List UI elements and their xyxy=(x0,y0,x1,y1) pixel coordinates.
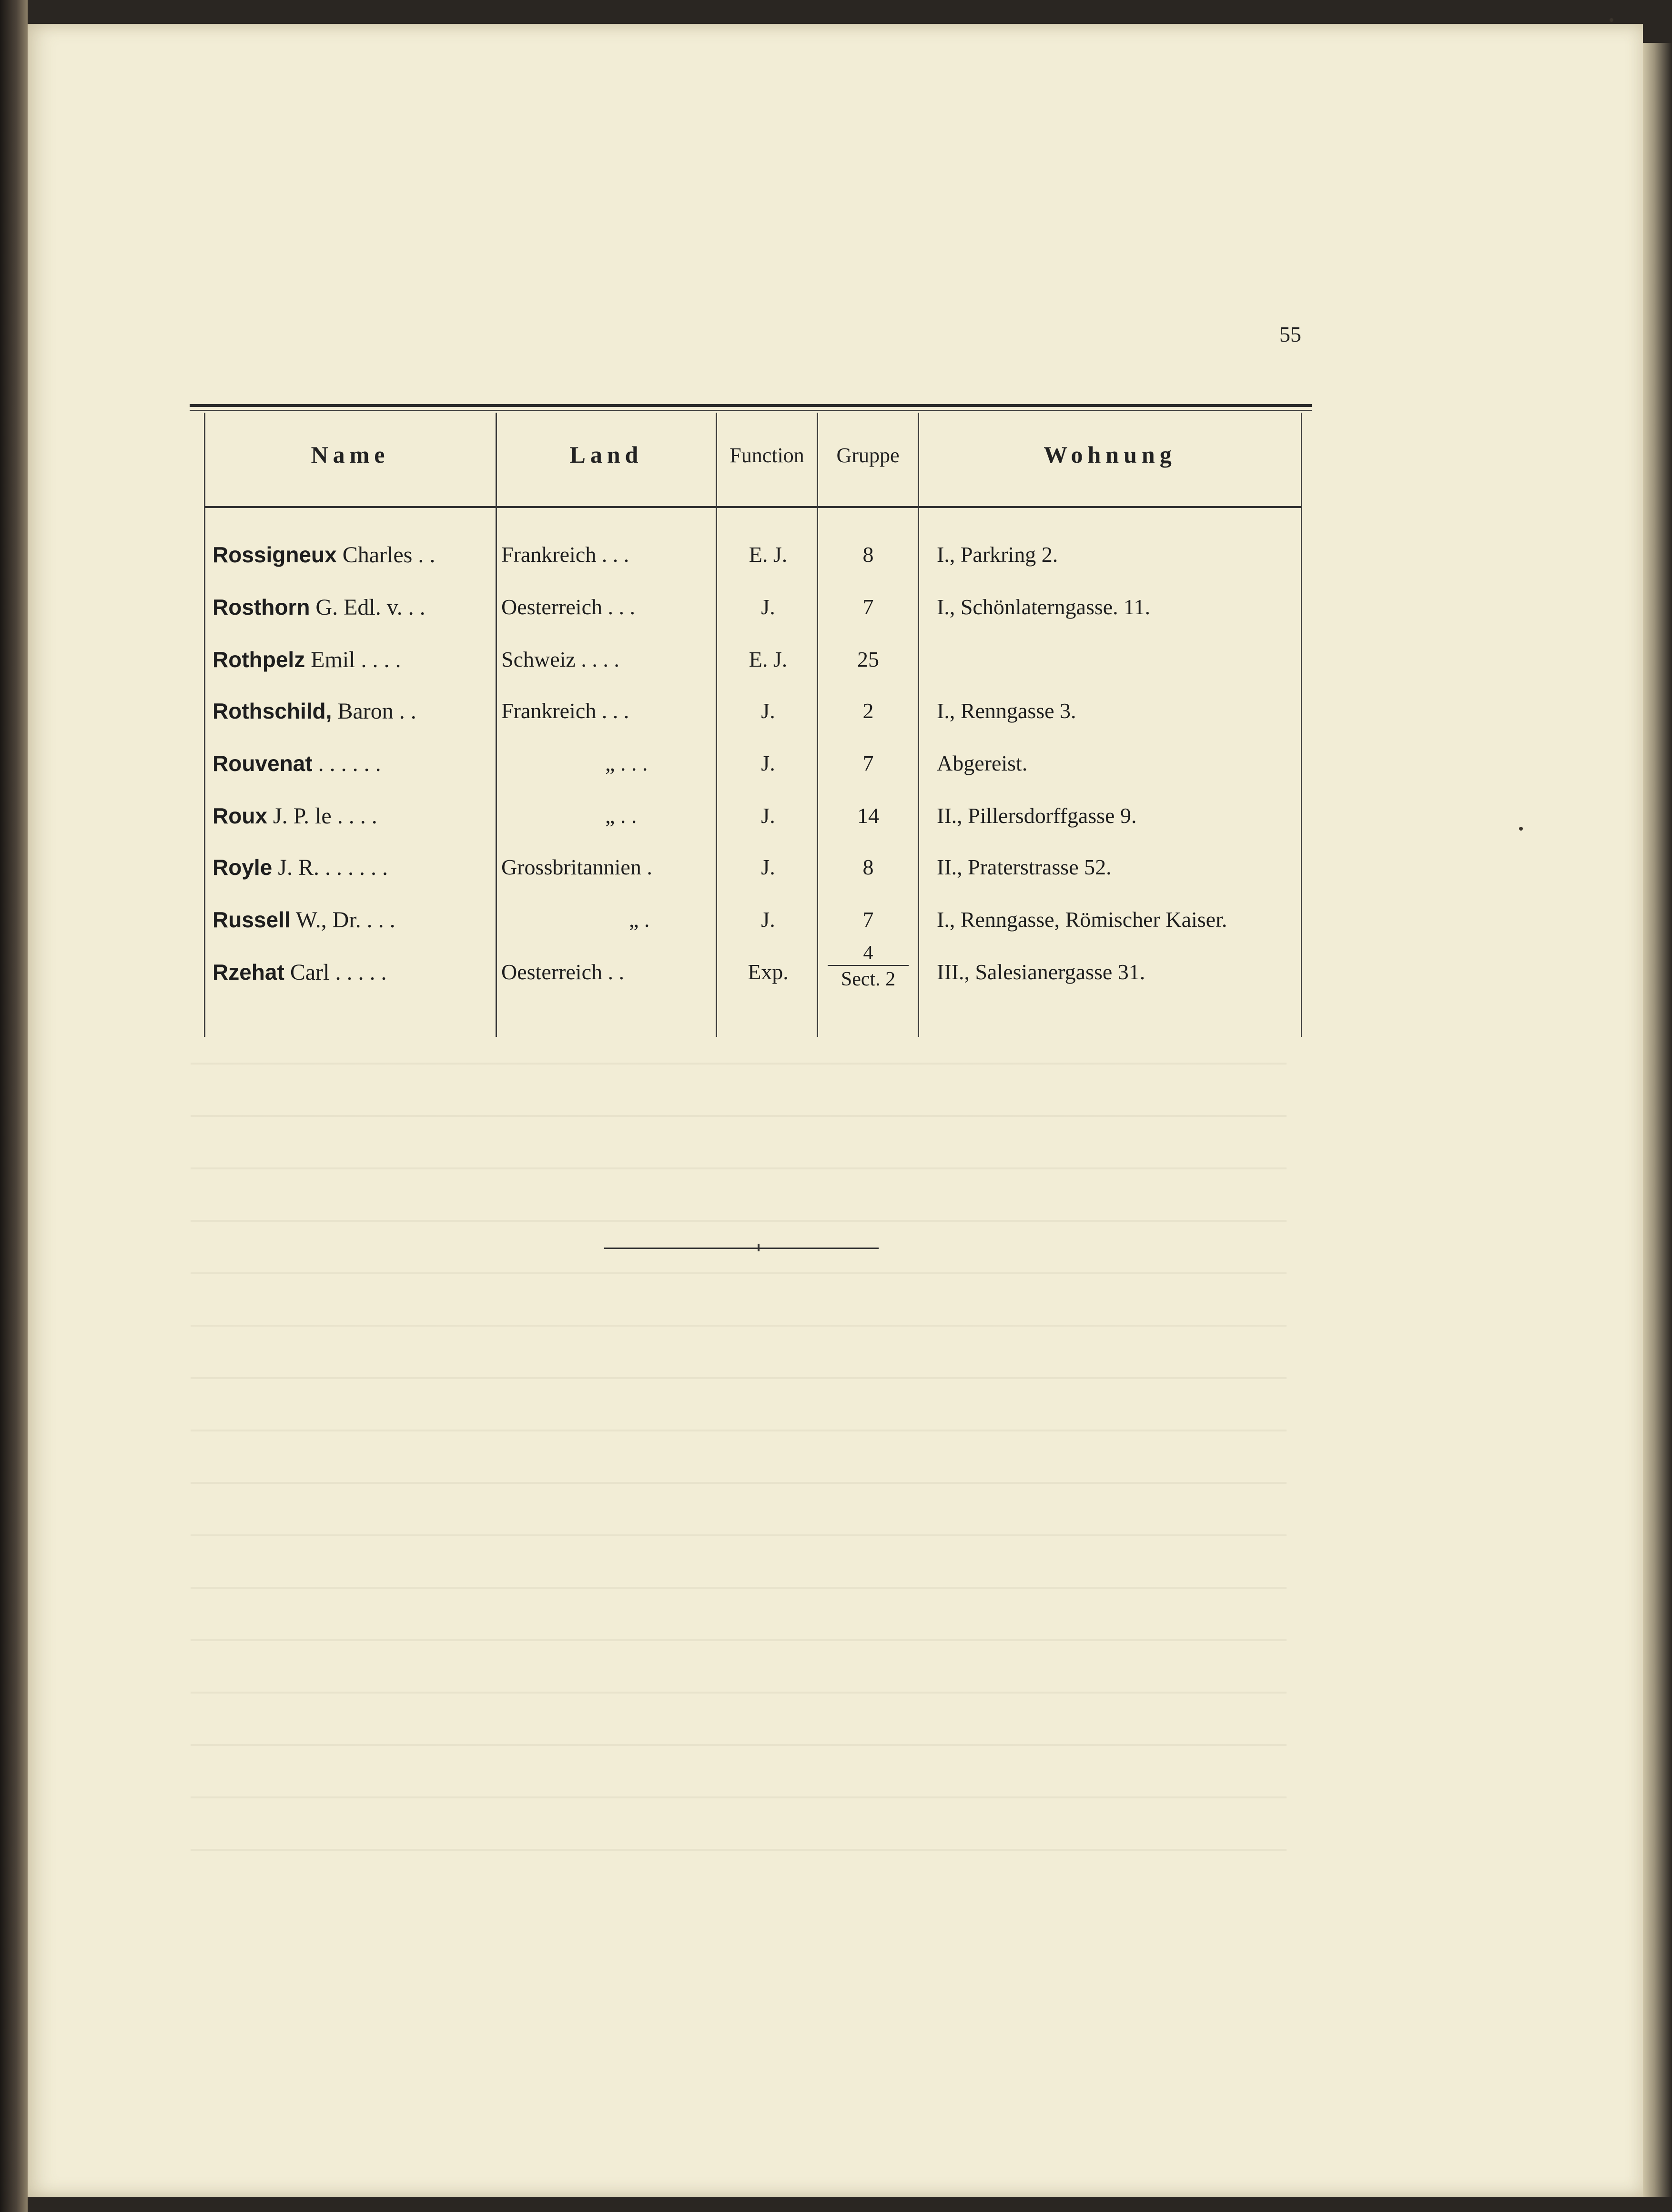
speck xyxy=(1519,827,1523,831)
name-cell xyxy=(213,907,494,933)
given-name: Baron . . xyxy=(332,699,416,724)
land-cell: Frankreich . . . xyxy=(501,542,629,567)
wohnung-cell: I., Renngasse 3. xyxy=(937,699,1076,723)
table-row xyxy=(0,942,1672,997)
name-cell xyxy=(213,803,494,829)
function-cell: E. J. xyxy=(749,542,788,567)
land-cell: Oesterreich . . . xyxy=(501,595,635,619)
gruppe-cell: 8 xyxy=(862,855,874,879)
gruppe-cell: 2 xyxy=(862,699,874,723)
table-header-rule xyxy=(205,506,1301,508)
name-cell xyxy=(213,594,494,620)
header-gruppe: Gruppe xyxy=(836,444,900,467)
gruppe-number: 4 xyxy=(863,942,873,964)
gruppe-cell xyxy=(820,941,917,993)
surname: Rossigneux xyxy=(213,542,337,567)
surname: Rzehat xyxy=(213,960,284,984)
given-name: G. Edl. v. . . xyxy=(310,595,426,620)
given-name: Carl . . . . . xyxy=(284,960,387,985)
function-cell: J. xyxy=(761,803,775,828)
table-top-rule-thin xyxy=(190,410,1312,411)
name-cell xyxy=(213,698,494,724)
table-top-rule xyxy=(190,404,1312,407)
header-land: Land xyxy=(569,441,643,468)
wohnung-cell: Abgereist. xyxy=(937,751,1028,775)
surname: Rothpelz xyxy=(213,647,305,672)
surname: Rosthorn xyxy=(213,595,310,619)
header-name: Name xyxy=(311,441,390,468)
page-edge-bottom xyxy=(28,2197,1672,2212)
surname: Royle xyxy=(213,855,273,880)
table-row xyxy=(0,698,1672,736)
wohnung-cell: I., Parkring 2. xyxy=(937,542,1058,567)
given-name: Charles . . xyxy=(336,542,436,568)
function-cell: J. xyxy=(761,751,775,775)
function-cell: J. xyxy=(761,907,775,932)
function-cell: J. xyxy=(761,855,775,879)
gruppe-cell: 14 xyxy=(857,803,879,828)
table-row xyxy=(0,751,1672,789)
header-function: Function xyxy=(730,444,804,467)
land-cell: Oesterreich . . xyxy=(501,960,624,984)
land-cell: Schweiz . . . . xyxy=(501,647,619,671)
page-edge xyxy=(1643,43,1672,2212)
page-number: 55 xyxy=(1279,322,1301,346)
wohnung-cell: II., Pillersdorffgasse 9. xyxy=(937,803,1137,828)
gruppe-cell: 8 xyxy=(862,542,874,567)
function-cell: Exp. xyxy=(748,960,789,984)
gruppe-section: Sect. 2 xyxy=(841,968,896,990)
table-row xyxy=(0,647,1672,685)
name-cell xyxy=(213,647,494,673)
function-cell: E. J. xyxy=(749,647,788,671)
name-cell xyxy=(213,751,494,777)
bleed-through xyxy=(191,1029,1287,1887)
gruppe-cell: 7 xyxy=(862,907,874,932)
name-cell xyxy=(213,959,494,985)
end-rule-tick xyxy=(758,1244,760,1251)
gruppe-cell: 7 xyxy=(862,751,874,775)
land-cell: „ . . . xyxy=(605,751,648,775)
given-name: Emil . . . . xyxy=(305,647,401,672)
table-row xyxy=(0,594,1672,632)
wohnung-cell: II., Praterstrasse 52. xyxy=(937,855,1112,879)
surname: Rothschild, xyxy=(213,699,332,723)
end-rule xyxy=(604,1248,879,1249)
wohnung-cell: III., Salesianergasse 31. xyxy=(937,960,1145,984)
name-cell xyxy=(213,542,494,568)
land-cell: „ . xyxy=(629,907,650,932)
speck xyxy=(1610,18,1613,22)
surname: Rouvenat xyxy=(213,751,313,776)
gruppe-cell: 7 xyxy=(862,595,874,619)
gruppe-cell: 25 xyxy=(857,647,879,671)
header-wohnung: Wohnung xyxy=(1044,441,1176,468)
wohnung-cell: I., Renngasse, Römischer Kaiser. xyxy=(937,907,1227,932)
given-name: . . . . . . xyxy=(312,751,381,776)
table-row xyxy=(0,907,1672,945)
land-cell: Grossbritannien . xyxy=(501,855,652,879)
book-spine xyxy=(0,0,28,2212)
land-cell: „ . . xyxy=(605,803,637,828)
given-name: J. R. . . . . . . xyxy=(272,855,388,880)
given-name: W., Dr. . . . xyxy=(290,907,395,933)
given-name: J. P. le . . . . xyxy=(267,803,377,829)
table-row xyxy=(0,803,1672,841)
wohnung-cell: I., Schönlaterngasse. 11. xyxy=(937,595,1150,619)
table-row xyxy=(0,542,1672,580)
function-cell: J. xyxy=(761,595,775,619)
function-cell: J. xyxy=(761,699,775,723)
table-row xyxy=(0,854,1672,893)
surname: Russell xyxy=(213,907,291,932)
name-cell xyxy=(213,854,494,881)
land-cell: Frankreich . . . xyxy=(501,699,629,723)
surname: Roux xyxy=(213,803,267,828)
